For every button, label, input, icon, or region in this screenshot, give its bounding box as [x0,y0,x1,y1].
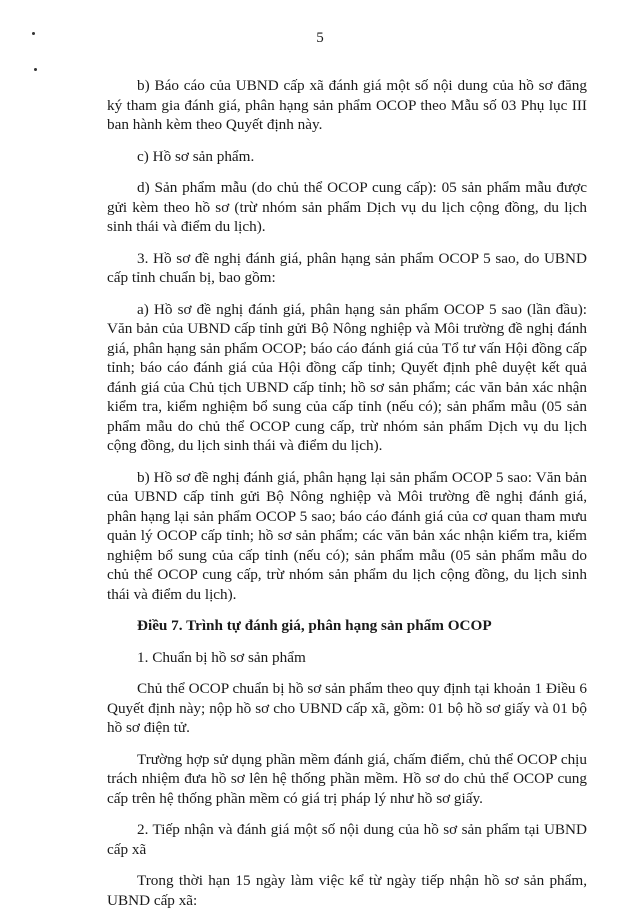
paragraph-sample-products: d) Sản phẩm mẫu (do chủ thể OCOP cung cấp): 05 sản phẩm mẫu được gửi kèm theo hồ sơ (trừ nhóm sản phẩm Dịch vụ du lịch cộng đồng, du lịch sinh thái và điểm du lịch). [107,179,587,235]
paragraph-deadline: Trong thời hạn 15 ngày làm việc kể từ ngày tiếp nhận hồ sơ sản phẩm, UBND cấp xã: [107,872,587,909]
paragraph-report-commune: b) Báo cáo của UBND cấp xã đánh giá một số nội dung của hồ sơ đăng ký tham gia đánh giá, phân hạng sản phẩm OCOP theo Mẫu số 03 Phụ lục III ban hành kèm theo Quyết định này. [107,77,587,133]
article-7-heading: Điều 7. Trình tự đánh giá, phân hạng sản phẩm OCOP [137,617,492,634]
paragraph-section-3: 3. Hồ sơ đề nghị đánh giá, phân hạng sản phẩm OCOP 5 sao, do UBND cấp tỉnh chuẩn bị, bao gồm: [107,249,587,286]
paragraph-step-1: 1. Chuẩn bị hồ sơ sản phẩm [137,648,306,666]
paragraph-software: Trường hợp sử dụng phần mềm đánh giá, chấm điểm, chủ thể OCOP chịu trách nhiệm đưa hồ sơ lên hệ thống phần mềm. Hồ sơ do chủ thể OCOP cung cấp trên hệ thống phần mềm có giá trị pháp lý như hồ sơ giấy. [107,750,587,807]
document-body [107,76,587,922]
paragraph-step-2: 2. Tiếp nhận và đánh giá một số nội dung của hồ sơ sản phẩm tại UBND cấp xã [107,821,587,858]
paragraph-5-star-first: a) Hồ sơ đề nghị đánh giá, phân hạng sản phẩm OCOP 5 sao (lần đầu): Văn bản của UBND cấp tỉnh gửi Bộ Nông nghiệp và Môi trường đề nghị đánh giá, phân hạng sản phẩm OCOP; báo cáo đánh giá của Tổ tư vấn Hội đồng cấp tỉnh; báo cáo đánh giá của Hội đồng cấp tỉnh; Quyết định phê duyệt kết quả đánh giá của Chủ tịch UBND cấp tỉnh; hồ sơ sản phẩm; các văn bản xác nhận kiểm tra, kiểm nghiệm bổ sung của cấp tỉnh (nếu có); sản phẩm mẫu (05 sản phẩm mẫu do chủ thể OCOP cung cấp, trừ nhóm sản phẩm Dịch vụ du lịch cộng đồng, du lịch sinh thái và điểm du lịch). [107,300,587,454]
paragraph-product-file: c) Hồ sơ sản phẩm. [137,147,255,165]
page-number: 5 [316,30,324,46]
scan-mark [34,68,37,71]
paragraph-5-star-reassess: b) Hồ sơ đề nghị đánh giá, phân hạng lại sản phẩm OCOP 5 sao: Văn bản của UBND cấp tỉnh gửi Bộ Nông nghiệp và Môi trường đề nghị đánh giá, phân hạng lại sản phẩm OCOP 5 sao; báo cáo đánh giá của cơ quan tham mưu quản lý OCOP cấp tỉnh; hồ sơ sản phẩm; các văn bản xác nhận kiểm tra, kiểm nghiệm bổ sung của cấp tỉnh (nếu có); sản phẩm mẫu (05 sản phẩm mẫu do chủ thể OCOP cung cấp, trừ nhóm sản phẩm du lịch cộng đồng, du lịch sinh thái và điểm du lịch). [107,468,587,603]
paragraph-submission: Chủ thể OCOP chuẩn bị hồ sơ sản phẩm theo quy định tại khoản 1 Điều 6 Quyết định này; nộp hồ sơ cho UBND cấp xã, gồm: 01 bộ hồ sơ giấy và 01 bộ hồ sơ điện tử. [107,680,587,736]
